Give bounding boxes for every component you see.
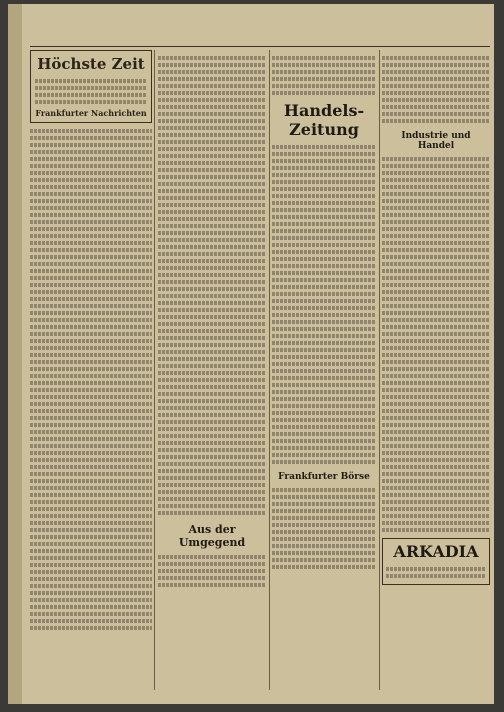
column-4 bbox=[382, 50, 490, 690]
column-1 bbox=[30, 50, 152, 690]
section-title: Handels-Zeitung bbox=[283, 101, 365, 139]
section-heading: Industrie und Handel bbox=[401, 131, 471, 151]
column-rule bbox=[269, 50, 270, 690]
advertisement bbox=[382, 538, 490, 585]
section-heading: Aus der Umgegend bbox=[178, 523, 246, 549]
ad-box bbox=[30, 50, 152, 123]
body-text bbox=[382, 157, 490, 532]
ad-title: Höchste Zeit bbox=[37, 55, 145, 73]
body-text bbox=[158, 56, 266, 515]
column-rule bbox=[379, 50, 380, 690]
section-heading: Frankfurter Börse bbox=[278, 472, 370, 482]
body-text bbox=[30, 129, 152, 630]
body-text bbox=[158, 555, 266, 587]
body-text bbox=[272, 488, 376, 569]
ad-title: ARKADIA bbox=[393, 542, 479, 561]
body-text bbox=[272, 145, 376, 464]
ad-footer: Frankfurter Nachrichten bbox=[35, 108, 147, 118]
body-text bbox=[272, 56, 376, 95]
column-2 bbox=[158, 50, 266, 690]
column-3 bbox=[272, 50, 376, 690]
page-header bbox=[30, 34, 490, 47]
column-rule bbox=[154, 50, 155, 690]
page-edge bbox=[8, 4, 22, 704]
body-text bbox=[382, 56, 490, 123]
newspaper-page bbox=[8, 4, 494, 704]
